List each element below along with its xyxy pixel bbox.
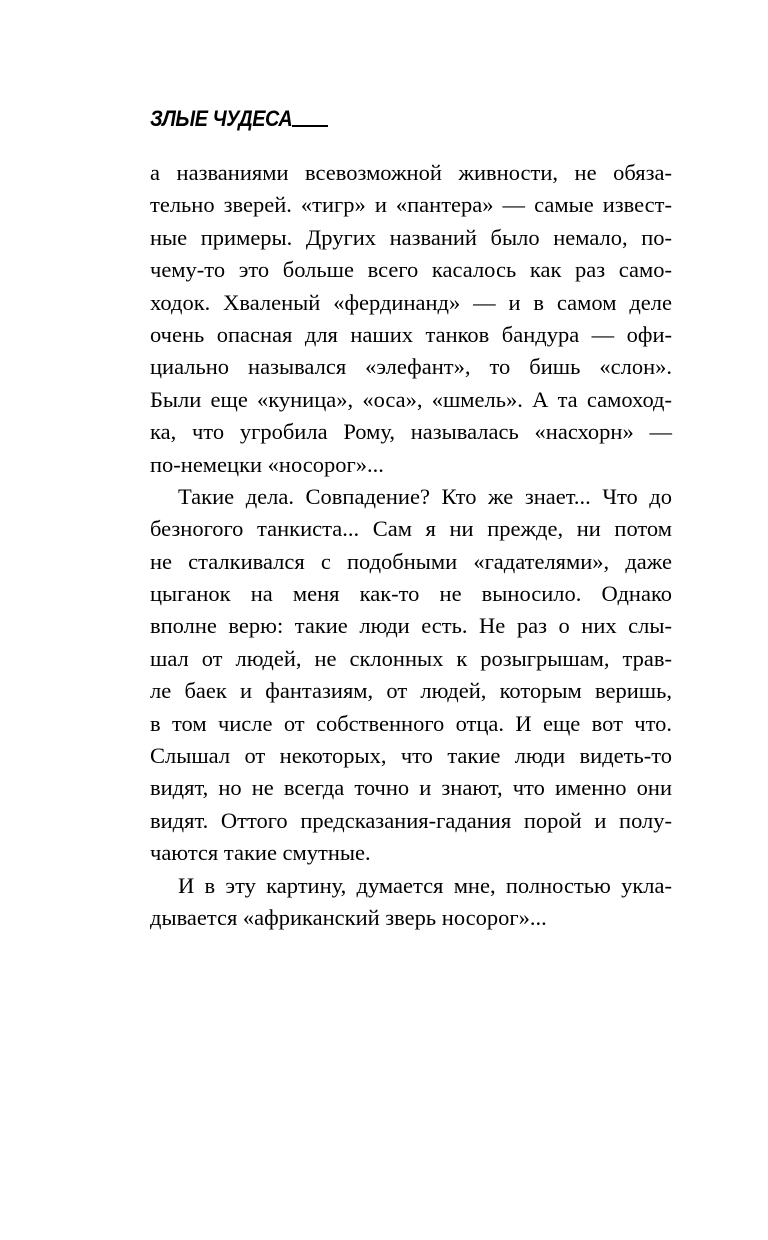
text-line: ные примеры. Других названий было немало, по- [150,224,672,250]
running-header [150,107,328,131]
text-line: Были еще «куница», «оса», «шмель». А та самоход- [150,386,672,412]
text-line: в том числе от собственного отца. И еще вот что. [150,710,672,736]
text-line: чему-то это больше всего касалось как раз само- [150,257,672,283]
text-line: ходок. Хваленый «фердинанд» — и в самом деле [150,289,672,315]
text-line: шал от людей, не склонных к розыгрышам, трав- [150,645,672,671]
text-line: тельно зверей. «тигр» и «пантера» — самые извест- [150,192,672,218]
text-line: очень опасная для наших танков бандура — офи- [150,321,672,347]
paragraph [150,157,672,481]
text-line: Слышал от некоторых, что такие люди видеть-то [150,743,672,769]
text-line: Такие дела. Совпадение? Кто же знает... Что до [178,483,672,509]
text-line: по-немецки «носорог»... [150,451,384,477]
text-line: не сталкивался с подобными «гадателями», даже [150,548,672,574]
text-line: цыганок на меня как-то не выносило. Однако [150,581,672,607]
text-line: безногого танкиста... Сам я ни прежде, ни потом [150,516,672,542]
text-line: ле баек и фантазиям, от людей, которым веришь, [150,678,672,704]
text-line: вполне верю: такие люди есть. Не раз о них слы- [150,613,672,639]
text-line: а названиями всевозможной живности, не обяза- [150,160,672,185]
text-line: видят, но не всегда точно и знают, что именно они [150,775,672,801]
paragraph [150,481,672,870]
text-line: И в эту картину, думается мне, полностью укла- [178,872,672,898]
text-line: ка, что угробила Рому, называлась «насхорн» — [150,419,672,445]
text-line: дывается «африканский зверь носорог»... [150,904,547,930]
text-line: циально назывался «элефант», то бишь «слон». [150,354,672,380]
text-line: видят. Оттого предсказания-гадания порой и полу- [150,807,672,833]
running-header-rule [292,125,328,127]
running-header-title: ЗЛЫЕ ЧУДЕСА [150,106,293,131]
text-line: чаются такие смутные. [150,840,371,866]
body-text [150,157,672,934]
paragraph [150,870,672,935]
